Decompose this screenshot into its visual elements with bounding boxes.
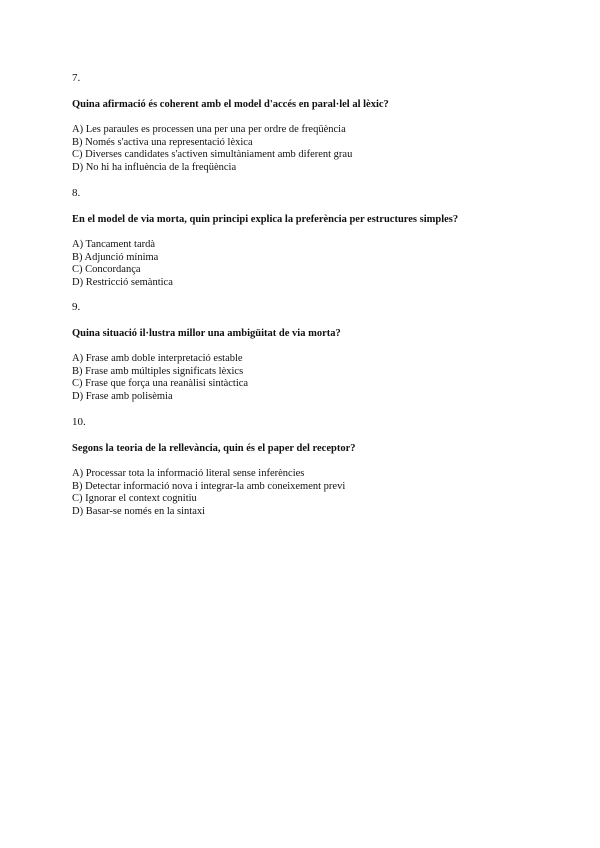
- option-a: A) Tancament tardà: [72, 239, 156, 250]
- option-list: [72, 124, 542, 175]
- question-10: [72, 416, 542, 519]
- option-b: B) Detectar informació nova i integrar-la amb coneixement previ: [72, 480, 346, 492]
- option-d: D) Frase amb polisèmia: [72, 391, 173, 403]
- question-7: [72, 72, 542, 175]
- question-text: En el model de via morta, quin principi explica la preferència per estructures simples?: [72, 214, 459, 225]
- option-d: D) Basar-se només en la sintaxi: [72, 506, 206, 518]
- question-number: 7.: [72, 72, 81, 84]
- question-text: Quina situació il·lustra millor una ambigüitat de via morta?: [72, 328, 341, 339]
- option-c: C) Diverses candidates s'activen simultàniament amb diferent grau: [72, 149, 353, 161]
- question-text: Quina afirmació és coherent amb el model d'accés en paral·lel al lèxic?: [72, 99, 389, 110]
- option-d: D) Restricció semàntica: [72, 277, 173, 289]
- question-number: 8.: [72, 187, 81, 199]
- option-list: [72, 353, 542, 404]
- question-number: 10.: [72, 416, 86, 428]
- option-list: [72, 468, 542, 519]
- option-list: [72, 239, 542, 290]
- option-b: B) Només s'activa una representació lèxica: [72, 136, 253, 148]
- question-9: [72, 301, 542, 404]
- option-a: A) Processar tota la informació literal sense inferències: [72, 468, 305, 479]
- option-b: B) Frase amb múltiples significats lèxics: [72, 365, 244, 377]
- option-b: B) Adjunció mínima: [72, 251, 159, 263]
- question-text: Segons la teoria de la rellevància, quin és el paper del receptor?: [72, 443, 356, 454]
- option-d: D) No hi ha influència de la freqüència: [72, 162, 237, 174]
- option-c: C) Frase que força una reanàlisi sintàctica: [72, 378, 249, 390]
- option-c: C) Concordança: [72, 264, 141, 276]
- question-number: 9.: [72, 301, 81, 313]
- option-c: C) Ignorar el context cognitiu: [72, 493, 197, 505]
- option-a: A) Les paraules es processen una per una per ordre de freqüència: [72, 124, 346, 135]
- option-a: A) Frase amb doble interpretació estable: [72, 353, 243, 364]
- question-8: [72, 187, 542, 290]
